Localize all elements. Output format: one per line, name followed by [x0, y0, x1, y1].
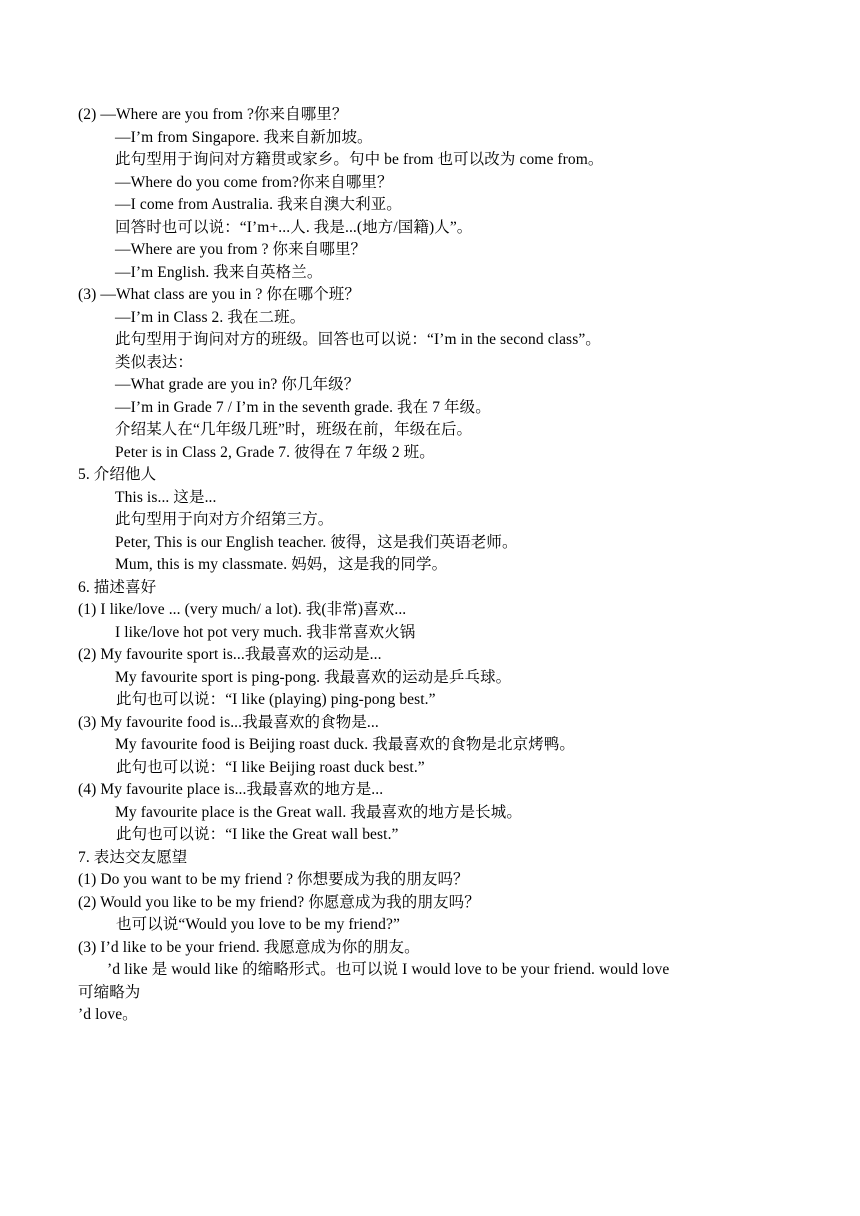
list-item: (4) My favourite place is...我最喜欢的地方是...: [78, 781, 384, 798]
list-item: —Where are you from ? 你来自哪里？: [115, 241, 367, 258]
list-item: ’d love。: [78, 1006, 138, 1023]
list-item: —I’m in Class 2. 我在二班。: [115, 308, 306, 326]
list-item: (1) I like/love ... (very much/ a lot). 我(非常)喜欢...: [78, 601, 407, 618]
list-item: —I come from Australia. 我来自澳大利亚。: [115, 196, 402, 213]
list-item: (2) My favourite sport is...我最喜欢的运动是...: [78, 646, 382, 663]
list-item: —I’m from Singapore. 我来自新加坡。: [115, 128, 373, 146]
list-item: This is... 这是...: [115, 488, 217, 506]
list-item: 此句也可以说：“I like (playing) ping-pong best.”: [116, 691, 436, 708]
list-item: Peter is in Class 2, Grade 7. 彼得在 7 年级 2 班。: [115, 443, 435, 461]
list-item: (1) Do you want to be my friend ? 你想要成为我的朋友吗？: [78, 871, 469, 888]
list-item: 也可以说“Would you love to be my friend?”: [116, 916, 400, 933]
list-item: 可缩略为: [78, 983, 141, 1001]
list-item: I like/love hot pot very much. 我非常喜欢火锅: [115, 623, 416, 641]
list-item: 此句型用于向对方介绍第三方。: [115, 511, 334, 528]
list-item: 此句型用于询问对方的班级。回答也可以说：“I’m in the second class”。: [115, 331, 601, 348]
list-item: —I’m in Grade 7 / I’m in the seventh grade. 我在 7 年级。: [115, 398, 491, 416]
list-item: My favourite food is Beijing roast duck. 我最喜欢的食物是北京烤鸭。: [115, 736, 576, 753]
list-item: (3) —What class are you in ? 你在哪个班？: [78, 286, 361, 303]
list-item: —What grade are you in? 你几年级？: [115, 376, 360, 393]
section-heading: 5. 介绍他人: [78, 466, 157, 483]
list-item: (3) I’d like to be your friend. 我愿意成为你的朋友。: [78, 938, 420, 956]
list-item: —I’m English. 我来自英格兰。: [115, 263, 323, 281]
list-item: 此句也可以说：“I like Beijing roast duck best.”: [116, 758, 425, 776]
list-item: 此句也可以说：“I like the Great wall best.”: [116, 826, 399, 843]
list-item: My favourite place is the Great wall. 我最喜欢的地方是长城。: [115, 803, 522, 821]
list-item: (2) Would you like to be my friend? 你愿意成为我的朋友吗？: [78, 893, 480, 911]
list-item: Mum, this is my classmate. 妈妈，这是我的同学。: [115, 556, 448, 573]
list-item: 此句型用于询问对方籍贯或家乡。句中 be from 也可以改为 come from。: [115, 151, 604, 168]
document-body: [78, 104, 790, 1027]
list-item: ’d like 是 would like 的缩略形式。也可以说 I would love to be your friend. would love: [107, 961, 670, 978]
list-item: Peter, This is our English teacher. 彼得，这是我们英语老师。: [115, 533, 518, 551]
list-item: —Where do you come from?你来自哪里？: [115, 173, 393, 191]
list-item: My favourite sport is ping-pong. 我最喜欢的运动是乒乓球。: [115, 668, 512, 686]
list-item: 介绍某人在“几年级几班”时，班级在前，年级在后。: [115, 421, 473, 438]
list-item: (2) —Where are you from ?你来自哪里？: [78, 106, 348, 123]
section-heading: 6. 描述喜好: [78, 578, 157, 596]
list-item: (3) My favourite food is...我最喜欢的食物是...: [78, 713, 379, 731]
list-item: 类似表达：: [115, 353, 194, 371]
section-heading: 7. 表达交友愿望: [78, 848, 188, 866]
list-item: 回答时也可以说：“I’m+...人. 我是...(地方/国籍)人”。: [115, 218, 473, 236]
